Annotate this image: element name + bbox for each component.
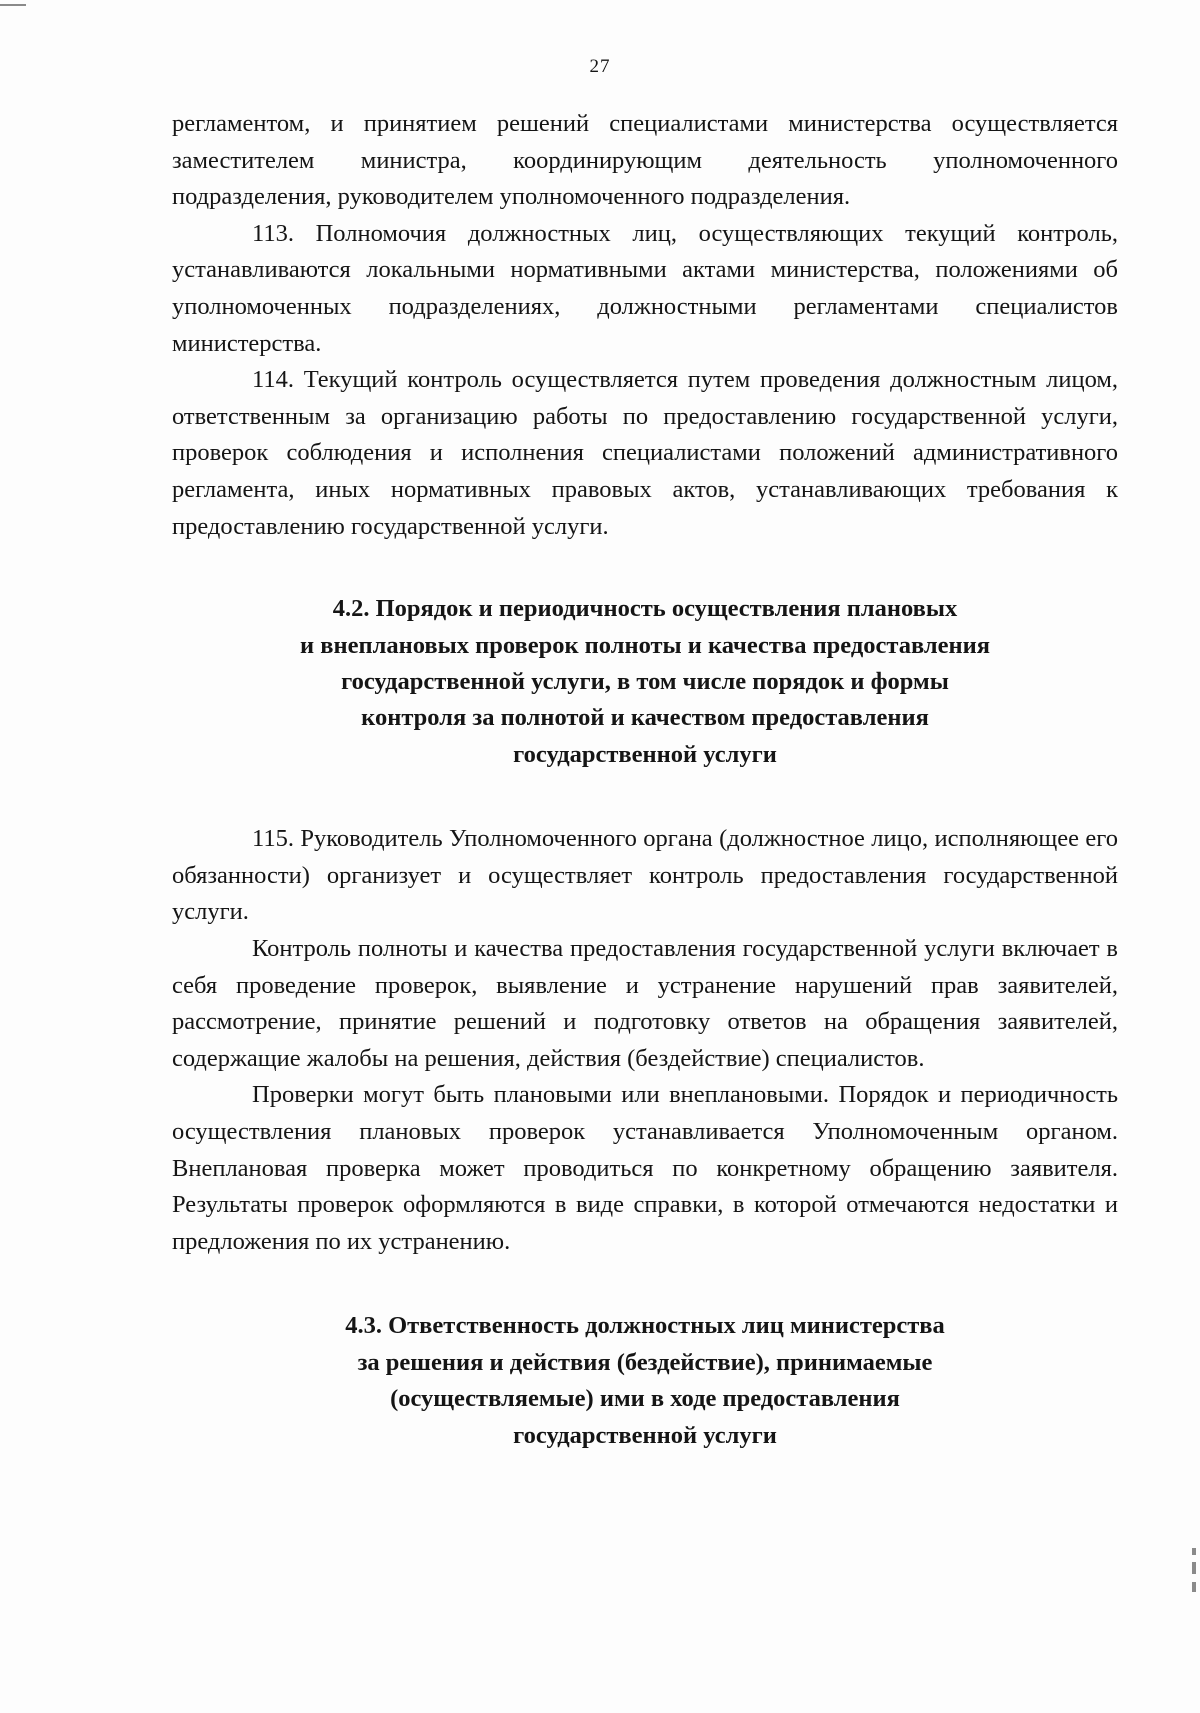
paragraph-continuation: регламентом, и принятием решений специалистами министерства осуществляется заместителем министра, координирующим деятельность уполномоченного подразделения, руководителем уполномоченного подразделения. (172, 110, 1118, 211)
page-number: 27 (589, 56, 611, 77)
scan-edge-mark-right-1 (1192, 1548, 1196, 1555)
document-body (172, 106, 1118, 1454)
section-heading-4-3: 4.3. Ответственность должностных лиц министерства за решения и действия (бездействие), принимаемые (осуществляемые) ими в ходе предоставления государственной услуги (345, 1312, 945, 1449)
scan-edge-mark-right-2 (1192, 1562, 1196, 1574)
paragraph-113: 113. Полномочия должностных лиц, осуществляющих текущий контроль, устанавливаются локальными нормативными актами министерства, положениями об уполномоченных подразделениях, должностными регламентами специалистов министерства. (172, 219, 1118, 357)
paragraph-control-scope: Контроль полноты и качества предоставления государственной услуги включает в себя проведение проверок, выявление и устранение нарушений прав заявителей, рассмотрение, принятие решений и подготовку ответов на обращения заявителей, содержащие жалобы на решения, действия (бездействие) специалистов. (172, 934, 1118, 1072)
paragraph-checks: Проверки могут быть плановыми или внеплановыми. Порядок и периодичность осуществления плановых проверок устанавливается Уполномоченным органом. Внеплановая проверка может проводиться по конкретному обращению заявителя. Результаты проверок оформляются в виде справки, в которой отмечаются недостатки и предложения по их устранению. (172, 1081, 1118, 1255)
section-heading-4-2: 4.2. Порядок и периодичность осуществления плановых и внеплановых проверок полноты и качества предоставления государственной услуги, в том числе порядок и формы контроля за полнотой и качеством предоставления государственной услуги (300, 595, 990, 768)
paragraph-114: 114. Текущий контроль осуществляется путем проведения должностным лицом, ответственным за организацию работы по предоставлению государственной услуги, проверок соблюдения и исполнения специалистами положений административного регламента, иных нормативных правовых актов, устанавливающих требования к предоставлению государственной услуги. (172, 366, 1118, 540)
scan-edge-mark-right-3 (1192, 1582, 1196, 1592)
scan-edge-mark-top-left (0, 4, 26, 6)
paragraph-115: 115. Руководитель Уполномоченного органа (должностное лицо, исполняющее его обязанности) организует и осуществляет контроль предоставления государственной услуги. (172, 825, 1118, 926)
